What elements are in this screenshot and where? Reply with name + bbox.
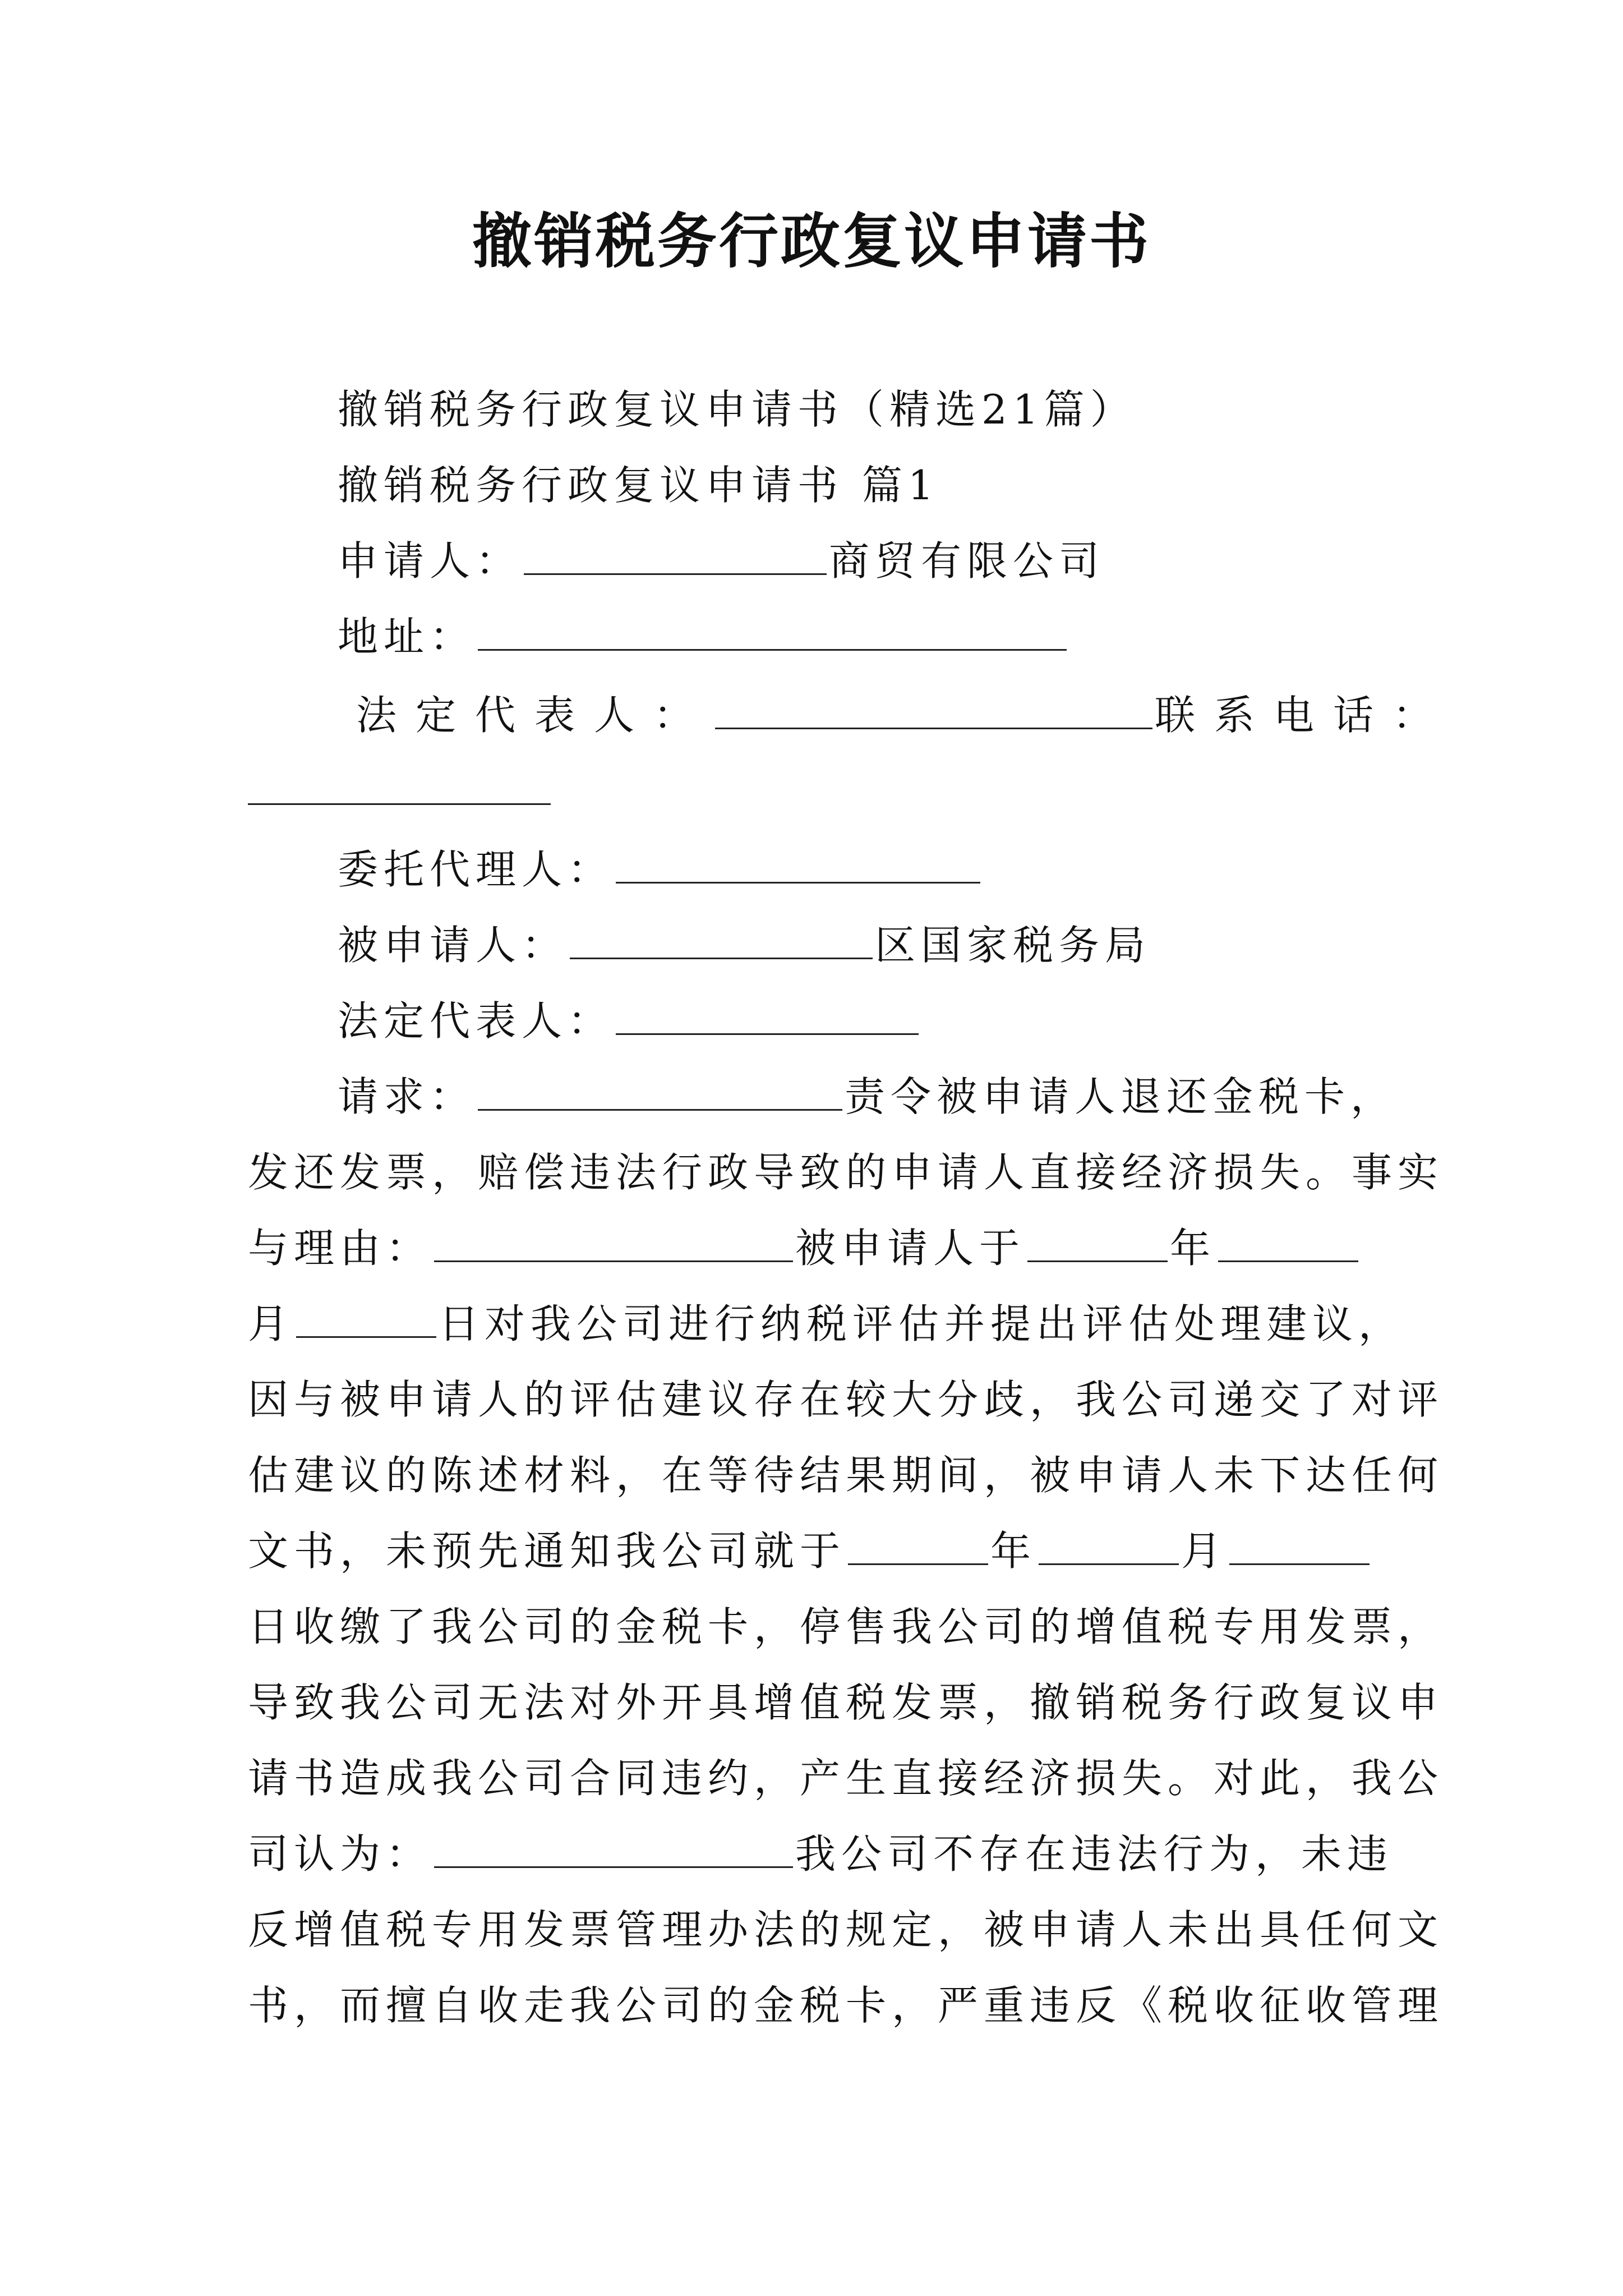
applicant-line bbox=[338, 533, 1105, 589]
address-blank bbox=[478, 609, 1067, 651]
paragraph-text: 请书造成我公司合同违约，产生直接经济损失。对此，我公 bbox=[248, 1755, 1444, 1802]
paragraph-text: 日收缴了我公司的金税卡，停售我公司的增值税专用发票， bbox=[248, 1603, 1444, 1650]
subtitle-line bbox=[338, 381, 1136, 438]
paragraph-line bbox=[248, 1902, 1444, 1958]
request-line bbox=[338, 1069, 1396, 1125]
agent-blank bbox=[616, 841, 980, 884]
phone-blank bbox=[248, 763, 551, 805]
legal-rep-line bbox=[356, 687, 1452, 743]
respondent-line bbox=[338, 917, 1151, 973]
paragraph-line bbox=[248, 1674, 1444, 1731]
paragraph-text: 因与被申请人的评估建议存在较大分歧，我公司递交了对评 bbox=[248, 1376, 1444, 1423]
respondent-suffix: 区国家税务局 bbox=[875, 922, 1151, 969]
date-blank bbox=[1218, 1220, 1358, 1262]
request-text: 责令被申请人退还金税卡， bbox=[845, 1073, 1397, 1120]
date-blank bbox=[848, 1523, 988, 1565]
paragraph-text: 日对我公司进行纳税评估并提出评估处理建议， bbox=[439, 1300, 1405, 1347]
opinion-blank bbox=[434, 1826, 793, 1868]
paragraph-text: 与理由： bbox=[248, 1225, 432, 1272]
paragraph-line bbox=[248, 1750, 1444, 1806]
paragraph-text: 月 bbox=[248, 1300, 294, 1347]
paragraph-text: 文书，未预先通知我公司就于 bbox=[248, 1527, 846, 1575]
paragraph-text: 月 bbox=[1181, 1527, 1228, 1575]
paragraph-line bbox=[248, 1220, 1361, 1276]
applicant-label: 申请人： bbox=[338, 537, 522, 585]
request-label: 请求： bbox=[338, 1073, 476, 1120]
paragraph-text: 司认为： bbox=[248, 1830, 432, 1878]
paragraph-text: 被申请人于 bbox=[795, 1225, 1026, 1272]
paragraph-line bbox=[248, 1447, 1444, 1503]
subtitle-text: 撤销税务行政复议申请书（精选21篇） bbox=[338, 386, 1136, 433]
address-line bbox=[338, 609, 1069, 665]
paragraph-text: 年 bbox=[990, 1527, 1037, 1575]
address-label: 地址： bbox=[338, 613, 476, 660]
paragraph-text: 导致我公司无法对外开具增值税发票，撤销税务行政复议申 bbox=[248, 1679, 1444, 1726]
request-blank bbox=[478, 1069, 842, 1111]
paragraph-line bbox=[248, 1372, 1444, 1428]
paragraph-line bbox=[248, 1599, 1444, 1655]
date-blank bbox=[1039, 1523, 1179, 1565]
paragraph-text: 发还发票，赔偿违法行政导致的申请人直接经济损失。事实 bbox=[248, 1149, 1444, 1196]
agent-line bbox=[338, 841, 983, 898]
paragraph-line bbox=[248, 1296, 1404, 1352]
paragraph-line bbox=[248, 1523, 1372, 1579]
paragraph-line bbox=[248, 1977, 1444, 2033]
paragraph-line bbox=[248, 1826, 1393, 1882]
resp-legal-rep-label: 法定代表人： bbox=[338, 997, 614, 1045]
phone-blank-line bbox=[248, 763, 553, 819]
section-heading: 撤销税务行政复议申请书 篇1 bbox=[338, 462, 939, 509]
reason-blank bbox=[434, 1220, 793, 1262]
legal-rep-label: 法定代表人： bbox=[356, 692, 713, 739]
applicant-suffix: 商贸有限公司 bbox=[829, 537, 1105, 585]
respondent-label: 被申请人： bbox=[338, 922, 568, 969]
date-blank bbox=[1027, 1220, 1168, 1262]
resp-legal-rep-line bbox=[338, 993, 921, 1049]
resp-legal-rep-blank bbox=[616, 993, 919, 1035]
paragraph-text: 我公司不存在违法行为，未违 bbox=[795, 1830, 1394, 1878]
phone-label: 联系电话： bbox=[1155, 692, 1453, 739]
applicant-blank bbox=[524, 533, 827, 575]
page-title: 撤销税务行政复议申请书 bbox=[472, 206, 1151, 276]
paragraph-text: 反增值税专用发票管理办法的规定，被申请人未出具任何文 bbox=[248, 1906, 1444, 1953]
date-blank bbox=[1229, 1523, 1370, 1565]
paragraph-text: 估建议的陈述材料，在等待结果期间，被申请人未下达任何 bbox=[248, 1452, 1444, 1499]
paragraph-text: 年 bbox=[1170, 1225, 1216, 1272]
section-line bbox=[338, 457, 939, 513]
paragraph-line bbox=[248, 1144, 1444, 1200]
paragraph-text: 书，而擅自收走我公司的金税卡，严重违反《税收征收管理 bbox=[248, 1982, 1444, 2029]
respondent-blank bbox=[570, 917, 873, 959]
agent-label: 委托代理人： bbox=[338, 846, 614, 893]
date-blank bbox=[296, 1296, 436, 1338]
legal-rep-blank bbox=[715, 687, 1152, 729]
